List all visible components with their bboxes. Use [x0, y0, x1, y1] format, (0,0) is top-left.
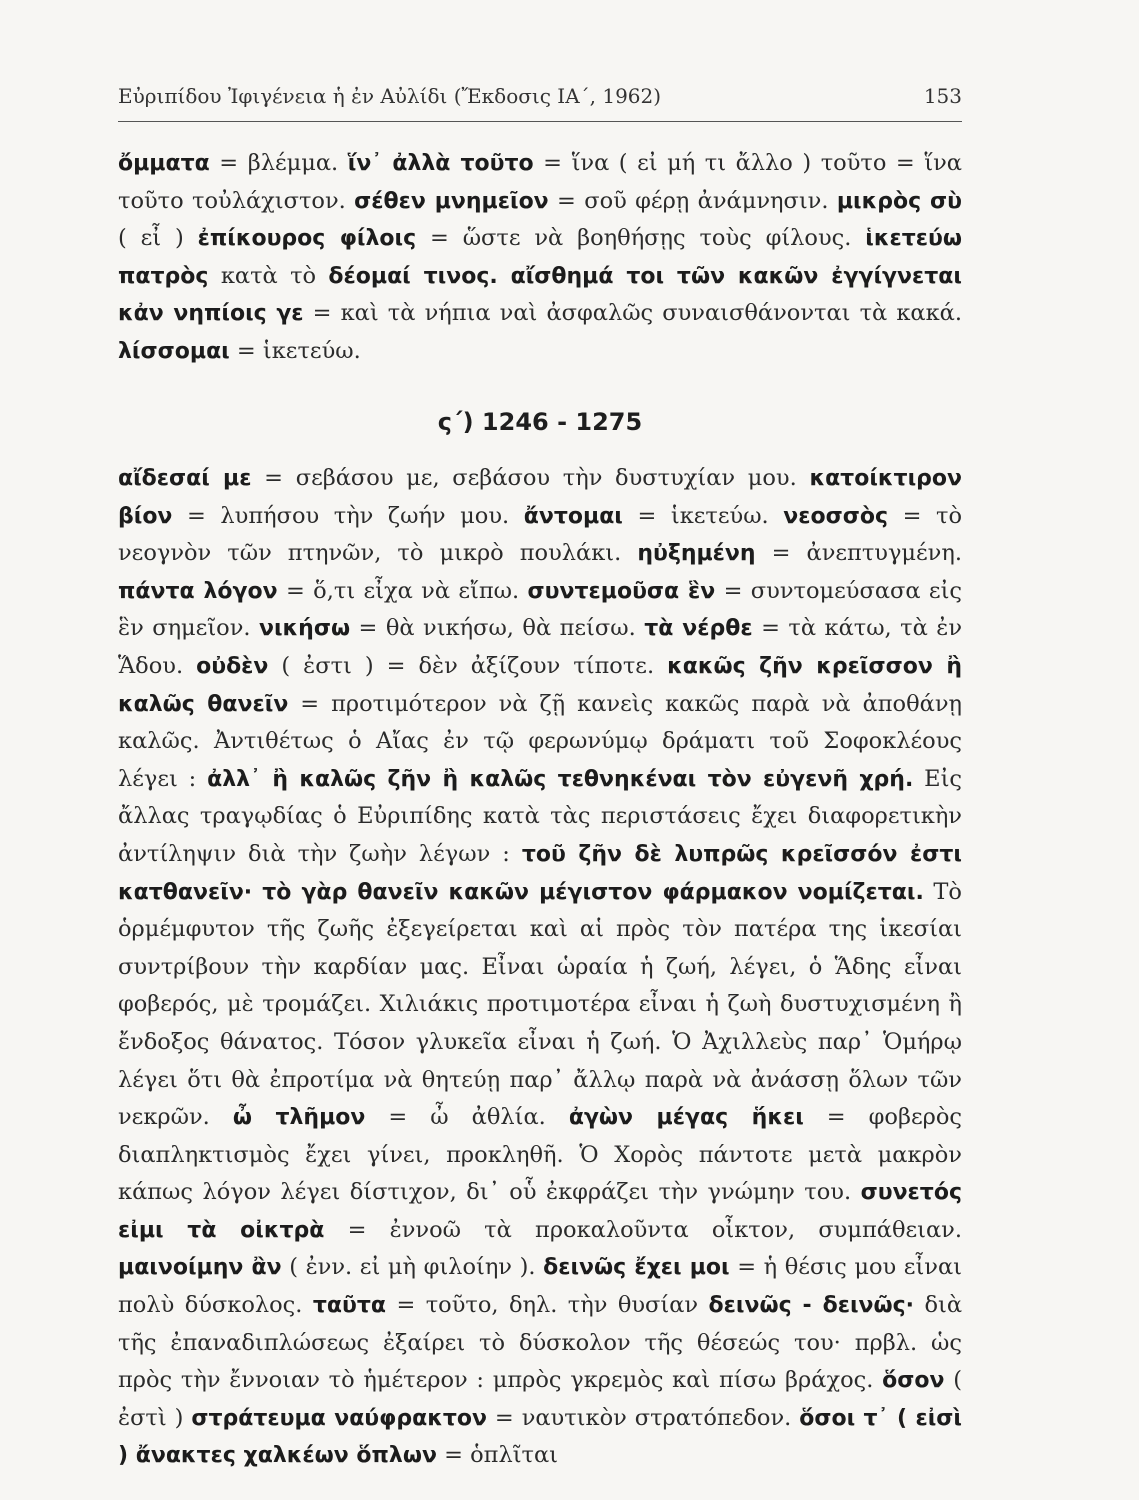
lemma: ἄντομαι [523, 503, 623, 529]
lemma: ἱκετεύω πατρὸς [118, 226, 962, 289]
gloss-text: ( εἶ ) [118, 225, 198, 252]
gloss-text: = συντομεύσασα εἰς ἓν σημεῖον. [118, 577, 963, 642]
lemma: στράτευμα ναύφρακτον [191, 1405, 488, 1431]
gloss-text: Εἰς ἄλλας τραγῳδίας ὁ Εὐριπίδης κατὰ τὰς περιστάσεις ἔχει διαφορετικὴν ἀντίληψιν διὰ τὴν ζωὴν λέγων : [118, 765, 962, 867]
gloss-text: = φοβερὸς διαπληκτισμὸς ἔχει γίνει, προκληθῆ. Ὁ Χορὸς πάντοτε μετὰ μακρὸν κάπως λόγον λέγει δίστιχον, δι᾽ οὗ ἐκφράζει τὴν γνώμην του. [118, 1104, 962, 1206]
lemma: ἀγὼν μέγας ἥκει [568, 1105, 804, 1131]
gloss-text: = τὰ κάτω, τὰ ἐν Ἅδου. [118, 615, 963, 679]
lemma: οὐδὲν [196, 653, 269, 679]
gloss-text: ( ἐστι ) = δὲν ἀξίζουν τίποτε. [268, 652, 668, 679]
gloss-text: ( ἐστὶ ) [118, 1367, 962, 1431]
lemma: ἀλλ᾽ ἢ καλῶς ζῆν ἢ καλῶς τεθνηκέναι τὸν εὐγενῆ χρή. [207, 766, 914, 792]
gloss-text: = τὸ νεογνὸν τῶν πτηνῶν, τὸ μικρὸ πουλάκι. [118, 502, 962, 567]
running-title: Εὐριπίδου Ἰφιγένεια ἡ ἐν Αὐλίδι (Ἔκδοσις ΙΑ΄, 1962) [118, 84, 662, 108]
gloss-text: = θὰ νικήσω, θὰ πείσω. [350, 615, 645, 642]
lemma: κατοίκτιρον βίον [118, 466, 962, 529]
lemma: κακῶς ζῆν κρεῖσσον ἢ καλῶς θανεῖν [118, 653, 963, 717]
gloss-text: = προτιμότερον νὰ ζῇ κανεὶς κακῶς παρὰ νὰ ἀποθάνῃ καλῶς. Ἀντιθέτως ὁ Αἴας ἐν τῷ φερωνύμῳ δράματι τοῦ Σοφοκλέους λέγει : [118, 690, 962, 792]
page-number: 153 [923, 84, 962, 108]
gloss-text: = ὥστε νὰ βοηθήσῃς τοὺς φίλους. [416, 225, 866, 252]
commentary-paragraph-2 [118, 460, 962, 1475]
lemma: ὅσοι τ᾽ ( εἰσὶ ) ἄνακτες χαλκέων ὅπλων [118, 1405, 963, 1469]
lemma: ταῦτα [312, 1293, 387, 1319]
gloss-text: = καὶ τὰ νήπια ναὶ ἀσφαλῶς συναισθάνονται τὰ κακά. [303, 300, 962, 327]
lemma: λίσσομαι [118, 338, 230, 364]
gloss-text: = ὁπλῖται [436, 1442, 559, 1469]
gloss-text: = ἀνεπτυγμένη. [755, 540, 962, 567]
gloss-text: = σοῦ φέρῃ ἀνάμνησιν. [548, 187, 837, 214]
gloss-text: = ἱκετεύω. [229, 337, 361, 364]
gloss-text: διὰ τῆς ἐπαναδιπλώσεως ἐξαίρει τὸ δύσκολον τῆς θέσεώς του· πρβλ. ὡς πρὸς τὴν ἔννοιαν τὸ ἡμέτερον : μπρὸς γκρεμὸς καὶ πίσω βράχος. [118, 1292, 963, 1394]
lemma: τοῦ ζῆν δὲ λυπρῶς κρεῖσσόν ἐστι κατθανεῖν· τὸ γὰρ θανεῖν κακῶν μέγιστον φάρμακον νομίζεται. [118, 841, 962, 905]
gloss-text: = ἱκετεύω. [622, 502, 784, 529]
lemma: σέθεν μνημεῖον [354, 188, 549, 214]
gloss-text: = λυπήσου τὴν ζωήν μου. [172, 502, 524, 529]
lemma: ὄμματα [118, 151, 210, 176]
gloss-text: ( ἐνν. εἰ μὴ φιλοίην ). [281, 1254, 544, 1281]
commentary-paragraph-1 [118, 145, 962, 371]
gloss-text: κατὰ τὸ [208, 262, 329, 289]
lemma: δέομαί τινος. αἴσθημά τοι τῶν κακῶν ἐγγίγνεται κἀν νηπίοις γε [118, 263, 962, 327]
gloss-text: = ἵνα ( εἰ μή τι ἄλλο ) τοῦτο = ἵνα τοῦτο τοὐλάχιστον. [118, 150, 962, 214]
lemma: μικρὸς σὺ [836, 188, 962, 214]
lemma: ηὐξημένη [637, 541, 756, 567]
lemma: δεινῶς - δεινῶς· [708, 1293, 915, 1319]
gloss-text: Τὸ ὁρμέμφυτον τῆς ζωῆς ἐξεγείρεται καὶ αἱ πρὸς τὸν πατέρα της ἱκεσίαι συντρίβουν τὴν καρδίαν μας. Εἶναι ὡραία ἡ ζωή, λέγει, ὁ Ἅδης εἶναι φοβερός, μὲ τρομάζει. Χιλιάκις προτιμοτέρα εἶναι ἡ ζωὴ δυστυχισμένη ἢ ἔνδοξος θάνατος. Τόσον γλυκεῖα εἶναι ἡ ζωή. Ὁ Ἀχιλλεὺς παρ᾽ Ὁμήρῳ λέγει ὅτι θὰ ἐπροτίμα νὰ θητεύῃ παρ᾽ ἄλλῳ παρὰ νὰ ἀνάσσῃ ὅλων τῶν νεκρῶν. [118, 878, 962, 1131]
gloss-text: = ἐννοῶ τὰ προκαλοῦντα οἶκτον, συμπάθειαν. [324, 1216, 963, 1243]
lemma: συνετός εἰμι τὰ οἰκτρὰ [118, 1180, 962, 1243]
section-heading: ς΄) 1246 - 1275 [437, 408, 643, 436]
lemma: τὰ νέρθε [644, 616, 753, 642]
gloss-text: = ἡ θέσις μου εἶναι πολὺ δύσκολος. [118, 1254, 962, 1319]
lemma: δεινῶς ἔχει μοι [543, 1255, 730, 1281]
lemma: ὅσον [882, 1368, 945, 1394]
lemma: ἐπίκουρος φίλοις [197, 226, 417, 252]
header-rule [118, 121, 962, 122]
lemma: νικήσω [258, 616, 351, 642]
gloss-text: = βλέμμα. [209, 150, 348, 176]
gloss-text: = σεβάσου με, σεβάσου τὴν δυστυχίαν μου. [251, 465, 810, 491]
gloss-text: = τοῦτο, δηλ. τὴν θυσίαν [386, 1292, 709, 1319]
running-header [118, 84, 962, 108]
gloss-text: = ὦ ἀθλία. [365, 1104, 569, 1131]
lemma: ὦ τλῆμον [232, 1105, 366, 1131]
lemma: μαινοίμην ἂν [118, 1255, 282, 1281]
gloss-text: = ὅ,τι εἶχα νὰ εἴπω. [277, 577, 528, 604]
lemma: αἴδεσαί με [118, 466, 252, 491]
lemma: πάντα λόγον [118, 578, 278, 604]
gloss-text: = ναυτικὸν στρατόπεδον. [487, 1404, 800, 1431]
lemma: νεοσσὸς [783, 503, 889, 529]
lemma: ἵν᾽ ἀλλὰ τοῦτο [347, 151, 534, 176]
lemma: συντεμοῦσα ἓν [527, 578, 716, 604]
